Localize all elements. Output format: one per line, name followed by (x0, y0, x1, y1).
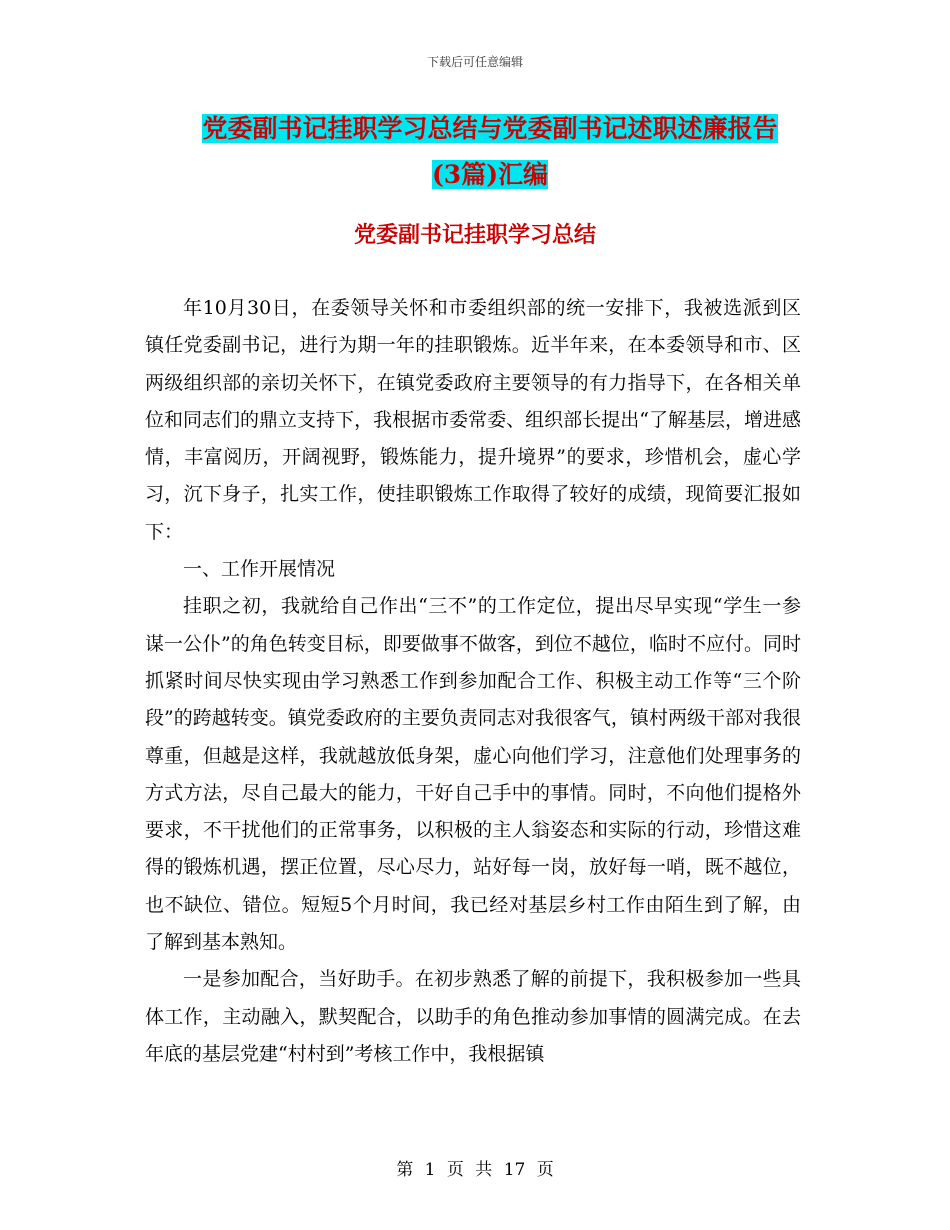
paragraph-3: 挂职之初，我就给自己作出“三不”的工作定位，提出尽早实现“学生一参谋一公仆”的角色转变目标，即要做事不做客，到位不越位，临时不应付。同时抓紧时间尽快实现由学习熟悉工作到参加配合工作、积极主动工作等“三个阶段”的跨越转变。镇党委政府的主要负责同志对我很客气，镇村两级干部对我很尊重，但越是这样，我就越放低身架，虚心向他们学习，注意他们处理事务的方式方法，尽自己最大的能力，干好自己手中的事情。同时，不向他们提格外要求，不干扰他们的正常事务，以积极的主人翁姿态和实际的行动，珍惜这难得的锻炼机遇，摆正位置，尽心尽力，站好每一岗，放好每一哨，既不越位，也不缺位、错位。短短5个月时间，我已经对基层乡村工作由陌生到了解，由了解到基本熟知。 (145, 595, 801, 954)
document-body (145, 290, 801, 1073)
header-note: 下载后可任意编辑 (426, 55, 523, 69)
page-footer: 第 1 页 共 17 页 (396, 1160, 554, 1180)
paragraph-1: 年10月30日，在委领导关怀和市委组织部的统一安排下，我被选派到区镇任党委副书记，进行为期一年的挂职锻炼。近半年来，在本委领导和市、区两级组织部的亲切关怀下，在镇党委政府主要领导的有力指导下，在各相关单位和同志们的鼎立支持下，我根据市委常委、组织部长提出“了解基层，增进感情，丰富阅历，开阔视野，锻炼能力，提升境界”的要求，珍惜机会，虚心学习，沉下身子，扎实工作，使挂职锻炼工作取得了较好的成绩，现简要汇报如下： (145, 297, 801, 543)
document-title (150, 106, 830, 198)
paragraph-2-heading: 一、工作开展情况 (183, 558, 336, 581)
document-title-line-2: (3篇)汇编 (431, 160, 549, 189)
section-title: 党委副书记挂职学习总结 (353, 222, 596, 248)
paragraph-4: 一是参加配合，当好助手。在初步熟悉了解的前提下，我积极参加一些具体工作，主动融入，默契配合，以助手的角色推动参加事情的圆满完成。在去年底的基层党建“村村到”考核工作中，我根据镇 (145, 968, 801, 1065)
document-title-line-1: 党委副书记挂职学习总结与党委副书记述职述廉报告 (202, 114, 778, 143)
